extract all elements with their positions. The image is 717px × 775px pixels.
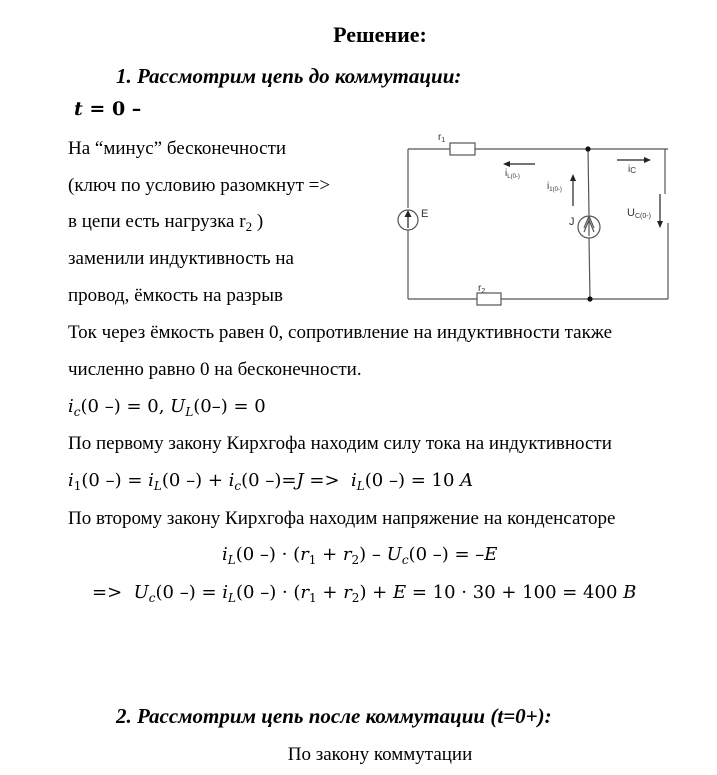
Uc-arrow-icon [657,221,663,228]
section2-heading [116,704,552,729]
time-var: t [74,98,83,120]
section2-subtitle: По закону коммутации [287,744,473,765]
node-top [585,146,590,151]
circuit-diagram [395,128,705,308]
label-i1: $i_{1(0-)}$ [547,181,562,193]
label-r1: $r_1$ [438,132,446,144]
equation-2: $i_1(0$ –) = $i_L(0$ –) + $i_c(0$ $-)=J => i_L(0$ –) = 10 A [68,470,474,493]
para1-line1: Ток через ёмкость равен 0, сопротивление на индуктивности также [68,322,613,343]
label-J: J [569,216,575,228]
section2-heading-pre: 2. Рассмотрим цепь после коммутации ( [116,704,498,728]
i1-arrow-icon [570,174,576,181]
intro-line-4: заменили индуктивность на [68,248,294,269]
intro-line-3 [68,211,263,235]
para1-line2: численно равно 0 на бесконечности. [68,359,362,380]
section2-heading-var: t [497,704,504,728]
ic-arrow-icon [644,157,651,163]
equation-4: => $U_c(0$ –) = $i_L(0$ –) · $(r_1 + r_2) + E = 10 \cdot 30 + 100 = 400$ B [92,582,637,605]
intro-line-5: провод, ёмкость на разрыв [68,285,284,306]
equation-1: $i_c(0$ –) = 0, $U_L(0-) = 0$ [68,396,266,419]
para3: По второму закону Кирхгофа находим напряжение на конденсаторе [68,508,616,529]
label-Uc: UC(0-) [627,207,651,220]
time-label [74,98,141,120]
resistor-r1 [450,143,475,155]
label-r2: $r_2$ [478,283,486,295]
label-ic: iC [628,164,637,175]
intro-line-3-tail: ) [252,211,264,232]
section2-heading-post: =0+): [503,704,552,728]
intro-line-3-sub: 2 [245,219,253,234]
wire-mid-top [588,149,589,215]
label-E: E [421,208,429,220]
para2: По первому закону Кирхгофа находим силу тока на индуктивности [68,433,612,454]
label-iL: $i_{L(0-)}$ [505,168,520,180]
intro-line-1: На “минус” бесконечности [68,138,287,159]
time-eq: = [82,98,112,120]
time-value: 0 – [111,98,142,120]
section1-heading: 1. Рассмотрим цепь до коммутации: [116,64,462,88]
intro-line-2: (ключ по условию разомкнут => [68,175,331,196]
solution-title: Решение: [333,22,427,47]
intro-line-3-text: в цепи есть нагрузка r [68,211,246,232]
equation-3: $i_L(0$ –) · $(r_1 + r_2) - U_c(0$ –) = –E [222,544,498,567]
node-bottom [587,296,592,301]
wire-mid-bottom [589,238,590,299]
iL-arrow-icon [503,161,510,167]
